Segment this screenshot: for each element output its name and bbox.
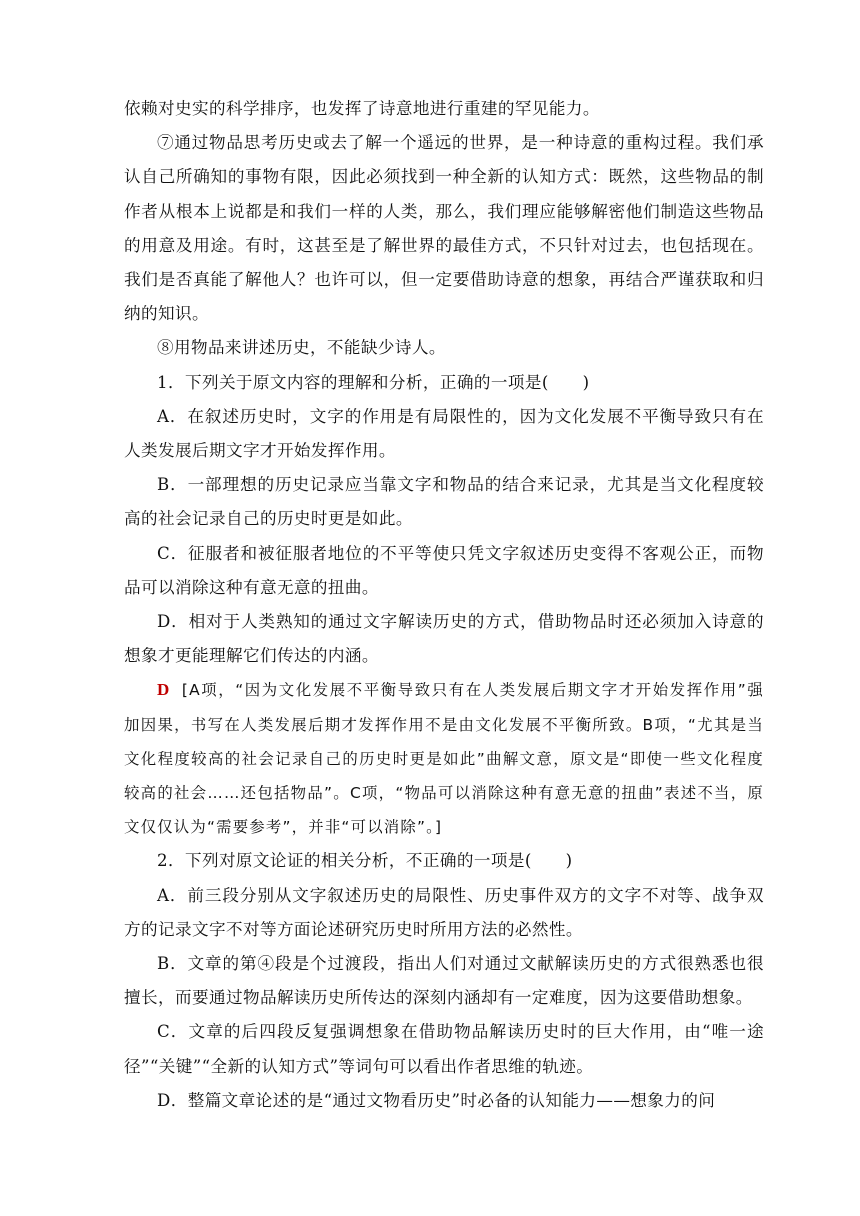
question-1-option-a: A．在叙述历史时，文字的作用是有局限性的，因为文化发展不平衡导致只有在人类发展后期文字才开始发挥作用。 <box>124 406 764 461</box>
answer-letter: D <box>157 680 170 700</box>
answer-analysis: [A项，“因为文化发展不平衡导致只有在人类发展后期文字才开始发挥作用”强加因果，书写在人类发展后期才发挥作用不是由文化发展不平衡所致。B项，“尤其是当文化程度较高的社会记录自己的历史时更是如此”曲解文意，原文是“即使一些文化程度较高的社会……还包括物品”。C项，“物品可以消除这种有意无意的扭曲”表述不当，原文仅仅认为“需要参考”，并非“可以消除”。] <box>124 681 764 837</box>
paragraph-8: ⑧用物品来讲述历史，不能缺少诗人。 <box>157 338 446 358</box>
question-2-option-a: A．前三段分别从文字叙述历史的局限性、历史事件双方的文字不对等、战争双方的记录文字不对等方面论述研究历史时所用方法的必然性。 <box>124 885 764 939</box>
question-1-option-d: D．相对于人类熟知的通过文字解读历史的方式，借助物品时还必须加入诗意的想象才更能理解它们传达的内涵。 <box>124 612 764 666</box>
document-page <box>124 92 764 1118</box>
paragraph-7: ⑦通过物品思考历史或去了解一个遥远的世界，是一种诗意的重构过程。我们承认自己所确知的事物有限，因此必须找到一种全新的认知方式：既然，这些物品的制作者从根本上说都是和我们一样的人类，那么，我们理应能够解密他们制造这些物品的用意及用途。有时，这甚至是了解世界的最佳方式，不只针对过去，也包括现在。我们是否真能了解他人？也许可以，但一定要借助诗意的想象，再结合严谨获取和归纳的知识。 <box>124 133 764 324</box>
question-2-option-d: D．整篇文章论述的是“通过文物看历史”时必备的认知能力——想象力的问 <box>157 1090 716 1110</box>
question-2-option-b: B．文章的第④段是个过渡段，指出人们对通过文献解读历史的方式很熟悉也很擅长，而要通过物品解读历史所传达的深刻内涵却有一定难度，因为这要借助想象。 <box>124 954 764 1008</box>
question-2-stem: 2．下列对原文论证的相关分析，不正确的一项是( ) <box>157 851 573 871</box>
question-1-stem: 1．下列关于原文内容的理解和分析，正确的一项是( ) <box>157 372 590 392</box>
question-1-option-c: C．征服者和被征服者地位的不平等使只凭文字叙述历史变得不客观公正，而物品可以消除这种有意无意的扭曲。 <box>124 543 764 597</box>
question-1-answer-block <box>124 673 764 844</box>
question-1-option-b: B．一部理想的历史记录应当靠文字和物品的结合来记录，尤其是当文化程度较高的社会记录自己的历史时更是如此。 <box>124 475 764 529</box>
paragraph-continuation: 依赖对史实的科学排序，也发挥了诗意地进行重建的罕见能力。 <box>124 99 600 118</box>
question-2-option-c: C．文章的后四段反复强调想象在借助物品解读历史时的巨大作用，由“唯一途径”“关键”“全新的认知方式”等词句可以看出作者思维的轨迹。 <box>124 1022 764 1076</box>
